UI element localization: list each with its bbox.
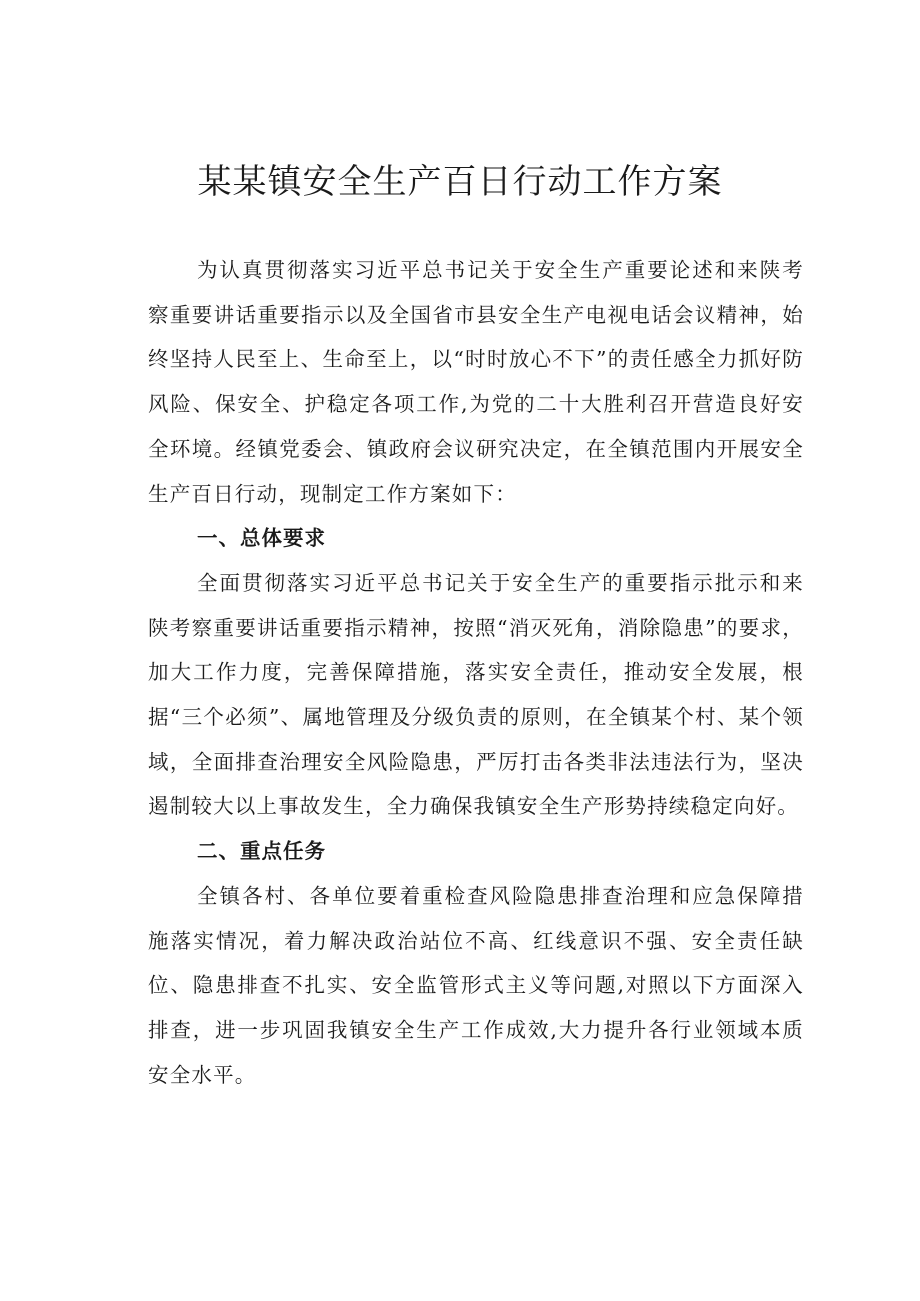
- document-body: [148, 248, 804, 1097]
- section-body-key-tasks: 全镇各村、各单位要着重检查风险隐患排查治理和应急保障措施落实情况，着力解决政治站位不高、红线意识不强、安全责任缺位、隐患排查不扎实、安全监管形式主义等问题,对照以下方面深入排查，进一步巩固我镇安全生产工作成效,大力提升各行业领域本质安全水平。: [148, 883, 804, 1087]
- section-body-overall-requirements: 全面贯彻落实习近平总书记关于安全生产的重要指示批示和来陕考察重要讲话重要指示精神，按照“消灭死角，消除隐患”的要求，加大工作力度，完善保障措施，落实安全责任，推动安全发展，根据“三个必须”、属地管理及分级负责的原则，在全镇某个村、某个领域，全面排查治理安全风险隐患，严厉打击各类非法违法行为，坚决遏制较大以上事故发生，全力确保我镇安全生产形势持续稳定向好。: [148, 570, 804, 819]
- section-heading-overall-requirements: 一、总体要求: [197, 526, 326, 551]
- document-title: 某某镇安全生产百日行动工作方案: [197, 162, 723, 202]
- intro-paragraph: 为认真贯彻落实习近平总书记关于安全生产重要论述和来陕考察重要讲话重要指示以及全国省市县安全生产电视电话会议精神，始终坚持人民至上、生命至上，以“时时放心不下”的责任感全力抓好防风险、保安全、护稳定各项工作,为党的二十大胜利召开营造良好安全环境。经镇党委会、镇政府会议研究决定，在全镇范围内开展安全生产百日行动，现制定工作方案如下：: [148, 258, 804, 506]
- section-heading-key-tasks: 二、重点任务: [197, 839, 326, 864]
